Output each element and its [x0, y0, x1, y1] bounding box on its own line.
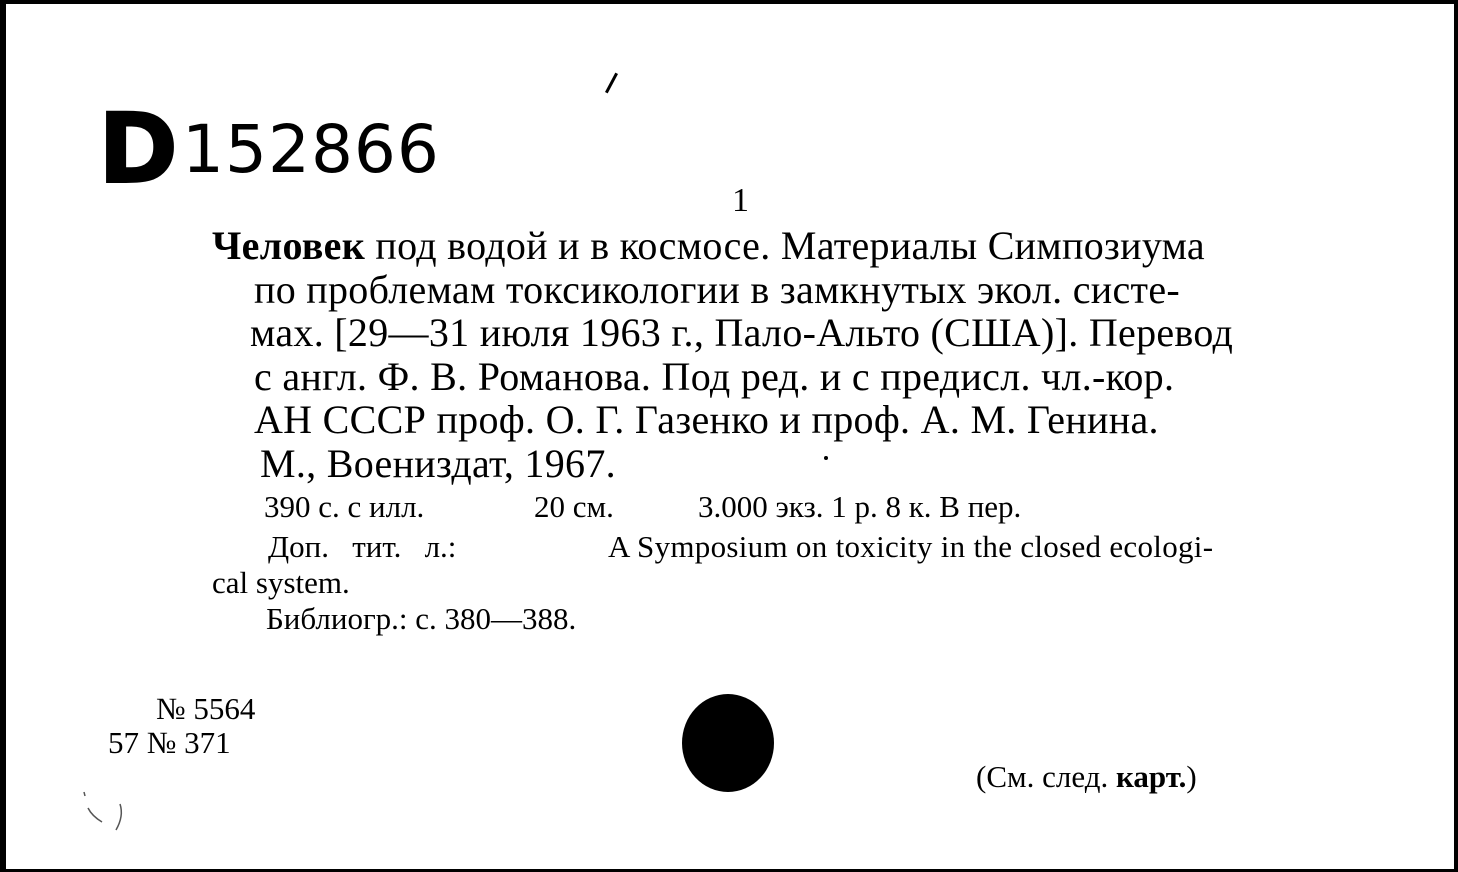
title-line-4: с англ. Ф. В. Романова. Под ред. и с предисл. чл.-кор.	[254, 353, 1175, 399]
continued-note-suffix: )	[1186, 759, 1197, 794]
parallel-title-continuation: cal system.	[212, 565, 350, 600]
title-main-word: Человек	[212, 223, 366, 268]
parallel-title-text: A Symposium on toxicity in the closed ecologi-	[608, 529, 1214, 564]
call-number-letter: D	[98, 93, 178, 205]
call-number	[76, 82, 440, 216]
card-number: 1	[732, 182, 749, 219]
continued-note-bold: карт.	[1115, 759, 1187, 794]
parallel-title-label: Доп. тит. л.:	[268, 529, 457, 564]
imprint-line: М., Воениздат, 1967.	[260, 440, 616, 486]
copies-price: 3.000 экз. 1 р. 8 к. В пер.	[698, 489, 1022, 524]
accession-number: № 5564	[156, 691, 256, 726]
title-line-5: АН СССР проф. О. Г. Газенко и проф. А. М. Генина.	[254, 397, 1159, 442]
call-number-digits: 152866	[181, 111, 440, 188]
registry-number: 57 № 371	[108, 725, 231, 760]
title-line-3: мах. [29—31 июля 1963 г., Пало-Альто (США)]. Перевод	[250, 310, 1234, 355]
physical-size: 20 см.	[534, 489, 614, 524]
title-line-1	[212, 224, 1205, 268]
title-line-1-rest: под водой и в космосе. Материалы Симпозиума	[365, 223, 1205, 268]
pencil-tick-mark	[605, 73, 618, 94]
ink-dot	[824, 456, 828, 460]
continued-note-prefix: (См. след.	[976, 759, 1116, 794]
card-punch-hole	[682, 694, 774, 792]
title-line-2: по проблемам токсикологии в замкнутых экол. систе-	[254, 266, 1181, 312]
continued-note	[976, 760, 1197, 794]
pencil-scribble	[80, 786, 144, 834]
bibliography-note: Библиогр.: с. 380—388.	[266, 601, 577, 636]
physical-pages: 390 с. с илл.	[264, 489, 425, 524]
